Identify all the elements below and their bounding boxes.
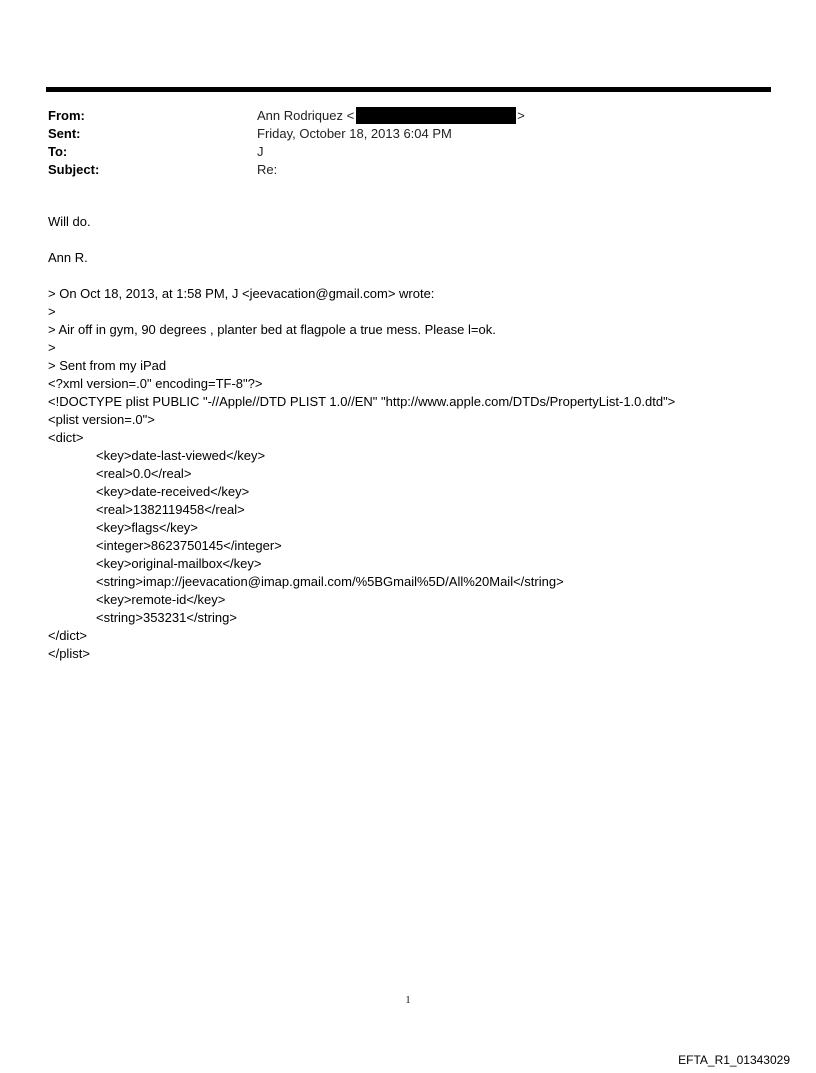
plist-entry: <integer>8623750145</integer> [96, 538, 282, 553]
sent-row [48, 125, 768, 143]
plist-entry: <key>date-last-viewed</key> [96, 448, 266, 463]
to-label: To: [48, 144, 68, 159]
from-row [48, 107, 768, 125]
email-body [48, 213, 788, 663]
subject-value: Re: [257, 162, 278, 177]
redaction-block [356, 107, 516, 124]
plist-close-line: </dict> [48, 628, 88, 643]
quoted-line: > Sent from my iPad [48, 358, 167, 373]
from-value [257, 107, 525, 125]
plist-line: <!DOCTYPE plist PUBLIC "-//Apple//DTD PLIST 1.0//EN" "http://www.apple.com/DTDs/PropertyList-1.0.dtd"> [48, 394, 676, 409]
plist-entry: <string>353231</string> [96, 610, 237, 625]
page-number: 1 [405, 995, 411, 1006]
reply-text: Will do. [48, 214, 91, 229]
header-divider [46, 87, 771, 92]
from-suffix: > [517, 108, 525, 123]
quoted-line: > [48, 304, 56, 319]
document-id: EFTA_R1_01343029 [678, 1053, 790, 1067]
from-name: Ann Rodriquez < [257, 108, 355, 123]
quoted-line: > [48, 340, 56, 355]
sent-value: Friday, October 18, 2013 6:04 PM [257, 126, 452, 141]
plist-entry: <key>flags</key> [96, 520, 198, 535]
plist-line: <dict> [48, 430, 84, 445]
plist-line: <plist version=.0"> [48, 412, 155, 427]
plist-entry: <real>0.0</real> [96, 466, 192, 481]
plist-entry: <key>date-received</key> [96, 484, 250, 499]
to-value: J [257, 144, 264, 159]
spacer [48, 267, 788, 285]
plist-entry: <key>remote-id</key> [96, 592, 226, 607]
plist-entry: <string>imap://jeevacation@imap.gmail.com/%5BGmail%5D/All%20Mail</string> [96, 574, 564, 589]
spacer [48, 231, 788, 249]
subject-row [48, 161, 768, 179]
sent-label: Sent: [48, 126, 81, 141]
subject-label: Subject: [48, 162, 100, 177]
plist-close-line: </plist> [48, 646, 90, 661]
plist-line: <?xml version=.0" encoding=TF-8"?> [48, 376, 263, 391]
to-row [48, 143, 768, 161]
quoted-line: > On Oct 18, 2013, at 1:58 PM, J <jeevacation@gmail.com> wrote: [48, 286, 435, 301]
signature: Ann R. [48, 250, 88, 265]
from-label: From: [48, 108, 85, 123]
plist-entry: <real>1382119458</real> [96, 502, 245, 517]
quoted-line: > Air off in gym, 90 degrees , planter bed at flagpole a true mess. Please l=ok. [48, 322, 496, 337]
plist-entry: <key>original-mailbox</key> [96, 556, 262, 571]
email-header [48, 107, 768, 179]
